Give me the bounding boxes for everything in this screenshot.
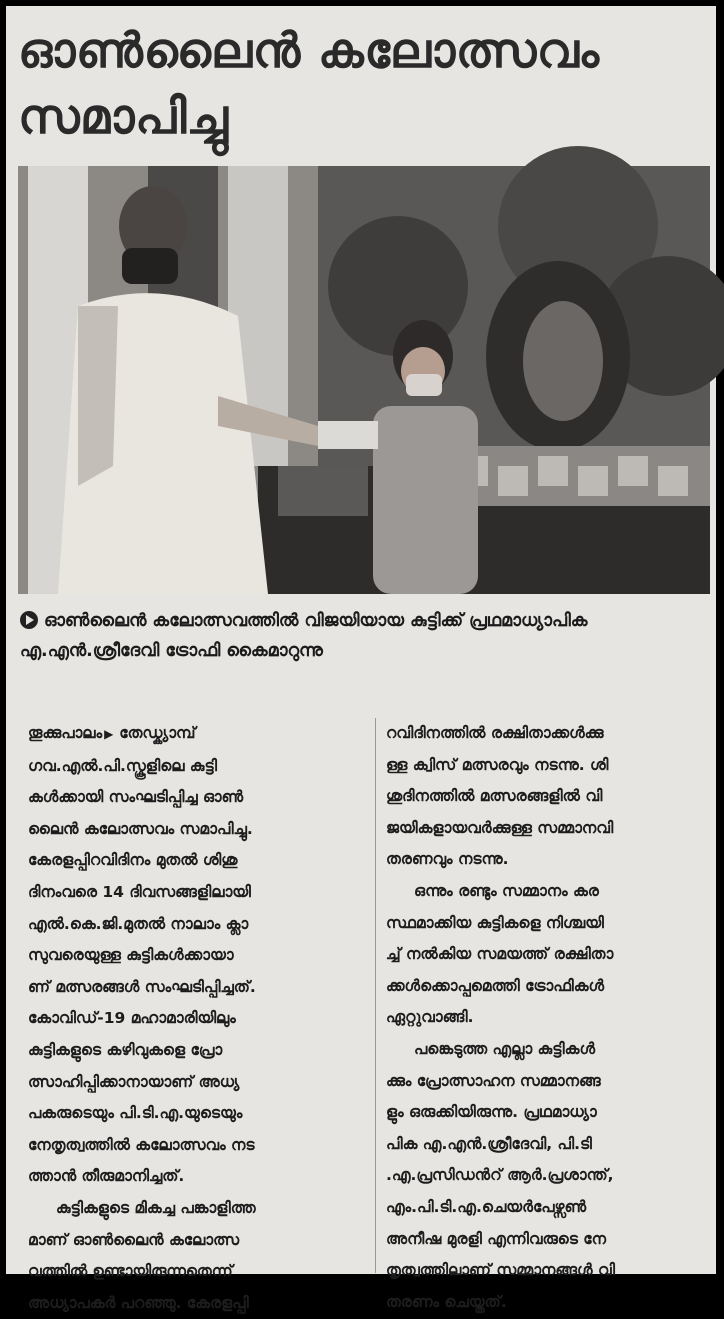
article-text: തേഡ്ക്യാമ്പ് (119, 724, 196, 742)
news-photo (18, 166, 710, 594)
article-line: ത്സാഹിപ്പിക്കാനായാണ് അധ്യ (28, 1072, 240, 1091)
caption-line-1 (20, 606, 710, 636)
article-line: തരണം ചെയ്തത്. (386, 1292, 507, 1311)
article-line: ച്ച് നൽകിയ സമയത്ത് രക്ഷിതാ (386, 945, 614, 964)
article-line: ശുദിനത്തിൽ മത്സരങ്ങളിൽ വി (386, 787, 603, 806)
article-line: എൽ.കെ.ജി.മുതൽ നാലാം ക്ലാ (28, 914, 249, 933)
article-line: ഏറ്റുവാങ്ങി. (386, 1008, 474, 1027)
article-line: കുട്ടികളുടെ കഴിവുകളെ പ്രോ (28, 1040, 223, 1059)
article-line (28, 718, 366, 751)
article-line: ദിനംവരെ 14 ദിവസങ്ങളിലായി (28, 882, 251, 901)
article-line: ലൈൻ കലോത്സവം സമാപിച്ചു. (28, 819, 253, 838)
article-line: ഒന്നും രണ്ടും സമ്മാനം കര (414, 881, 599, 900)
caption-text-1: ഓൺലൈൻ കലോത്സവത്തിൽ വിജയിയായ കുട്ടിക്ക് പ്രഥമാധ്യാപിക (44, 611, 588, 631)
dateline: തൂക്കുപാലം (28, 724, 103, 742)
article-line: കുട്ടികളുടെ മികച്ച പങ്കാളിത്ത (56, 1198, 256, 1217)
article-line: കൾക്കായി സംഘടിപ്പിച്ച ഓൺ (28, 788, 244, 807)
article-line: പങ്കെടുത്ത എല്ലാ കുട്ടികൾ (414, 1039, 596, 1058)
caption-line-2: എ.എൻ.ശ്രീദേവി ട്രോഫി കൈമാറുന്നു (20, 641, 323, 661)
article-line: ഗവ.എൽ.പി.സ്കൂളിലെ കുട്ടി (28, 756, 217, 775)
article-line: കേരളപ്പിറവിദിനം മുതൽ ശിശു (28, 851, 238, 870)
article-line: റവിദിനത്തിൽ രക്ഷിതാക്കൾക്കു (386, 724, 604, 742)
article-line: ജയികളായവർക്കുള്ള സമ്മാനവി (386, 818, 614, 837)
photo-caption (20, 606, 710, 666)
article-line: വത്തിൽ ഉണ്ടായിരുന്നതെന്ന് (28, 1262, 233, 1281)
article-column-right (386, 718, 724, 1318)
article-line: ണ് മത്സരങ്ങൾ സംഘടിപ്പിച്ചത്. (28, 977, 256, 996)
article-line: നേതൃത്വത്തിൽ കലോത്സവം നട (28, 1135, 255, 1154)
article-line: തൃത്വത്തിലാണ് സമ്മാനങ്ങൾ വി (386, 1261, 615, 1280)
article-line: ക്കൾക്കൊപ്പമെത്തി ട്രോഫികൾ (386, 976, 605, 995)
article-line: .എ.പ്രസിഡൻറ് ആർ.പ്രശാന്ത്, (386, 1166, 614, 1185)
play-circle-icon (20, 611, 38, 629)
article-line: ള്ള ക്വിസ് മത്സരവും നടന്നു. ശി (386, 755, 609, 774)
newspaper-clipping (6, 6, 716, 1312)
triangle-right-icon: ▶ (104, 727, 114, 741)
article-line: ളും ഒരുക്കിയിരുന്നു. പ്രഥമാധ്യാ (386, 1103, 597, 1122)
article-line: മാണ് ഓൺലൈൻ കലോത്സ (28, 1230, 240, 1249)
article-line: പിക എ.എൻ.ശ്രീദേവി, പി.ടി (386, 1134, 592, 1153)
article-line: ത്താൻ തീരുമാനിച്ചത്. (28, 1167, 185, 1186)
article-line: സുവരെയുള്ള കുട്ടികൾക്കായാ (28, 946, 234, 965)
article-line: പകരുടെയും പി.ടി.എ.യുടെയും (28, 1104, 243, 1123)
article-column-left (28, 718, 366, 1319)
headline-line-2: സമാപിച്ചു (18, 89, 229, 145)
article-line: ക്കും പ്രോത്സാഹന സമ്മാനങ്ങ (386, 1071, 601, 1090)
article-line: സ്ഥമാക്കിയ കുട്ടികളെ നിശ്ചയി (386, 913, 604, 932)
headline-line-1: ഓൺലൈൻ കലോത്സവം (18, 23, 600, 79)
article-line: തരണവും നടന്നു. (386, 850, 509, 869)
article-line: എം.പി.ടി.എ.ചെയർപേഴ്സൺ (386, 1197, 587, 1216)
column-divider (375, 718, 376, 1273)
article-line: അധ്യാപകർ പറഞ്ഞു. കേരളപ്പി (28, 1293, 249, 1312)
headline (18, 18, 708, 150)
article-line: കോവിഡ്-19 മഹാമാരിയിലും (28, 1009, 236, 1028)
article-line: അനീഷ മുരളി എന്നിവരുടെ നേ (386, 1229, 606, 1248)
